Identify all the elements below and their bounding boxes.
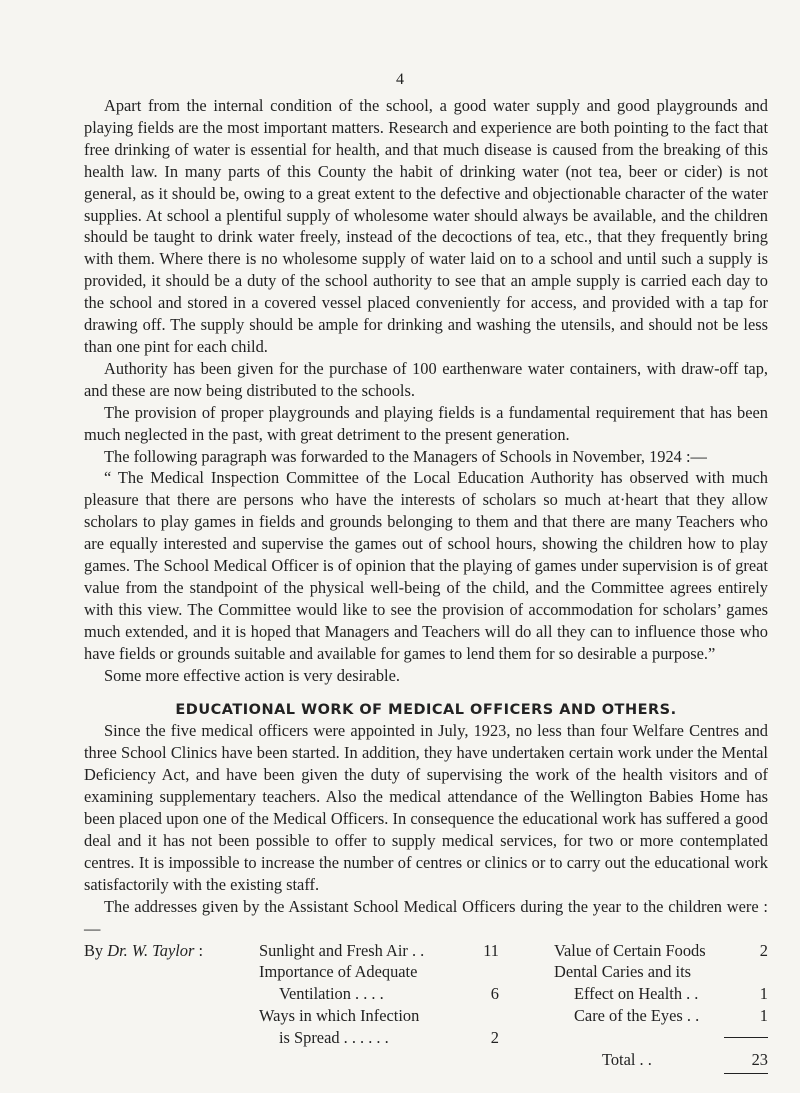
total-value: 23 <box>751 1049 768 1069</box>
divider <box>724 1073 768 1074</box>
address-row: Value of Certain Foods 2 <box>554 940 768 960</box>
address-row: Care of the Eyes . . 1 <box>574 1006 768 1026</box>
addresses-column-2 <box>554 940 768 1093</box>
address-row: Importance of Adequate <box>259 962 418 982</box>
address-row: Sunlight and Fresh Air . . 11 <box>259 940 499 960</box>
speaker-label: By Dr. W. Taylor : <box>84 940 204 960</box>
address-row: Dental Caries and its <box>554 962 692 982</box>
paragraph: The addresses given by the Assistant School Medical Officers during the year to the children were :— <box>84 896 768 938</box>
quoted-paragraph: “ The Medical Inspection Committee of the Local Education Authority has observed with much pleasure that there are persons who have the interests of scholars so much at·heart that they allow scholars to play games in fields and grounds belonging to them and that there are many Teachers who are equally interested and supervise the games out of school hours, showing the children how to play games. The School Medical Officer is of opinion that the playing of games under supervision is of great value from the standpoint of the physical well-being of the child, and the Committee agrees entirely with this view. The Committee would like to see the provision of accommodation for scholars’ games much extended, and it is hoped that Managers and Teachers will do all they can to influence those who have fields or grounds suitable and available for games to lend them for so desirable a purpose.” <box>84 468 768 663</box>
address-row: Ventilation . . . . 6 <box>279 984 499 1004</box>
paragraph: Authority has been given for the purchase of 100 earthenware water containers, with draw-off tap, and these are now being distributed to the schools. <box>84 358 768 400</box>
address-row: Ways in which Infection <box>259 1006 420 1026</box>
total-label: Total . . <box>602 1049 652 1069</box>
address-row: Effect on Health . . 1 <box>574 984 768 1004</box>
document-body <box>84 95 768 1069</box>
page-number: 4 <box>396 71 404 88</box>
addresses-list <box>84 940 768 1069</box>
educational-work-section <box>84 720 768 939</box>
divider <box>724 1037 768 1038</box>
water-and-playgrounds-section <box>84 95 768 686</box>
paragraph: Some more effective action is very desirable. <box>104 665 400 685</box>
total-underline-row <box>554 1071 768 1093</box>
paragraph: Apart from the internal condition of the school, a good water supply and good playgrounds and playing fields are the most important matters. Research and experience are both pointing to the fact that free drinking of water is essential for health, and that much disease is caused from the breaking of this health law. In many parts of this County the habit of drinking water (not tea, beer or cider) is not general, as it should be, owing to a great extent to the defective and objectionable character of the water supplies. At school a plentiful supply of wholesome water should always be available, and the children should be taught to drink water freely, instead of the decoctions of tea, etc., that they frequently bring with them. Where there is no wholesome supply of water laid on to a school and until such a supply is provided, it should be a duty of the school authority to see that an ample supply is carried each day to the school and stored in a covered vessel placed conveniently for access, and provided with a tap for drawing off. The supply should be ample for drinking and washing the utensils, and should not be less than one pint for each child. <box>84 96 768 356</box>
speaker-name: Dr. W. Taylor <box>107 940 195 960</box>
addresses-column-1 <box>259 940 499 1049</box>
paragraph: Since the five medical officers were appointed in July, 1923, no less than four Welfare Centres and three School Clinics have been started. In addition, they have undertaken certain work under the Mental Deficiency Act, and have been given the duty of supervising the work of the health visitors and of examining supplementary teachers. Also the medical attendance of the Wellington Babies Home has been placed upon one of the Medical Officers. In consequence the educational work has suffered a good deal and it has not been possible to offer to supply medical services, for two or more contemplated centres. It is impossible to increase the number of centres or clinics or to carry out the educational work satisfactorily with the existing staff. <box>84 721 768 894</box>
paragraph: The provision of proper playgrounds and playing fields is a fundamental requirement that has been much neglected in the past, with great detriment to the present generation. <box>84 402 768 444</box>
section-heading: EDUCATIONAL WORK OF MEDICAL OFFICERS AND OTHERS. <box>175 702 677 719</box>
address-row: is Spread . . . . . . 2 <box>279 1028 499 1048</box>
paragraph: The following paragraph was forwarded to the Managers of Schools in November, 1924 :— <box>104 446 707 466</box>
total-row <box>554 1049 768 1071</box>
total-rule-row <box>554 1027 768 1049</box>
